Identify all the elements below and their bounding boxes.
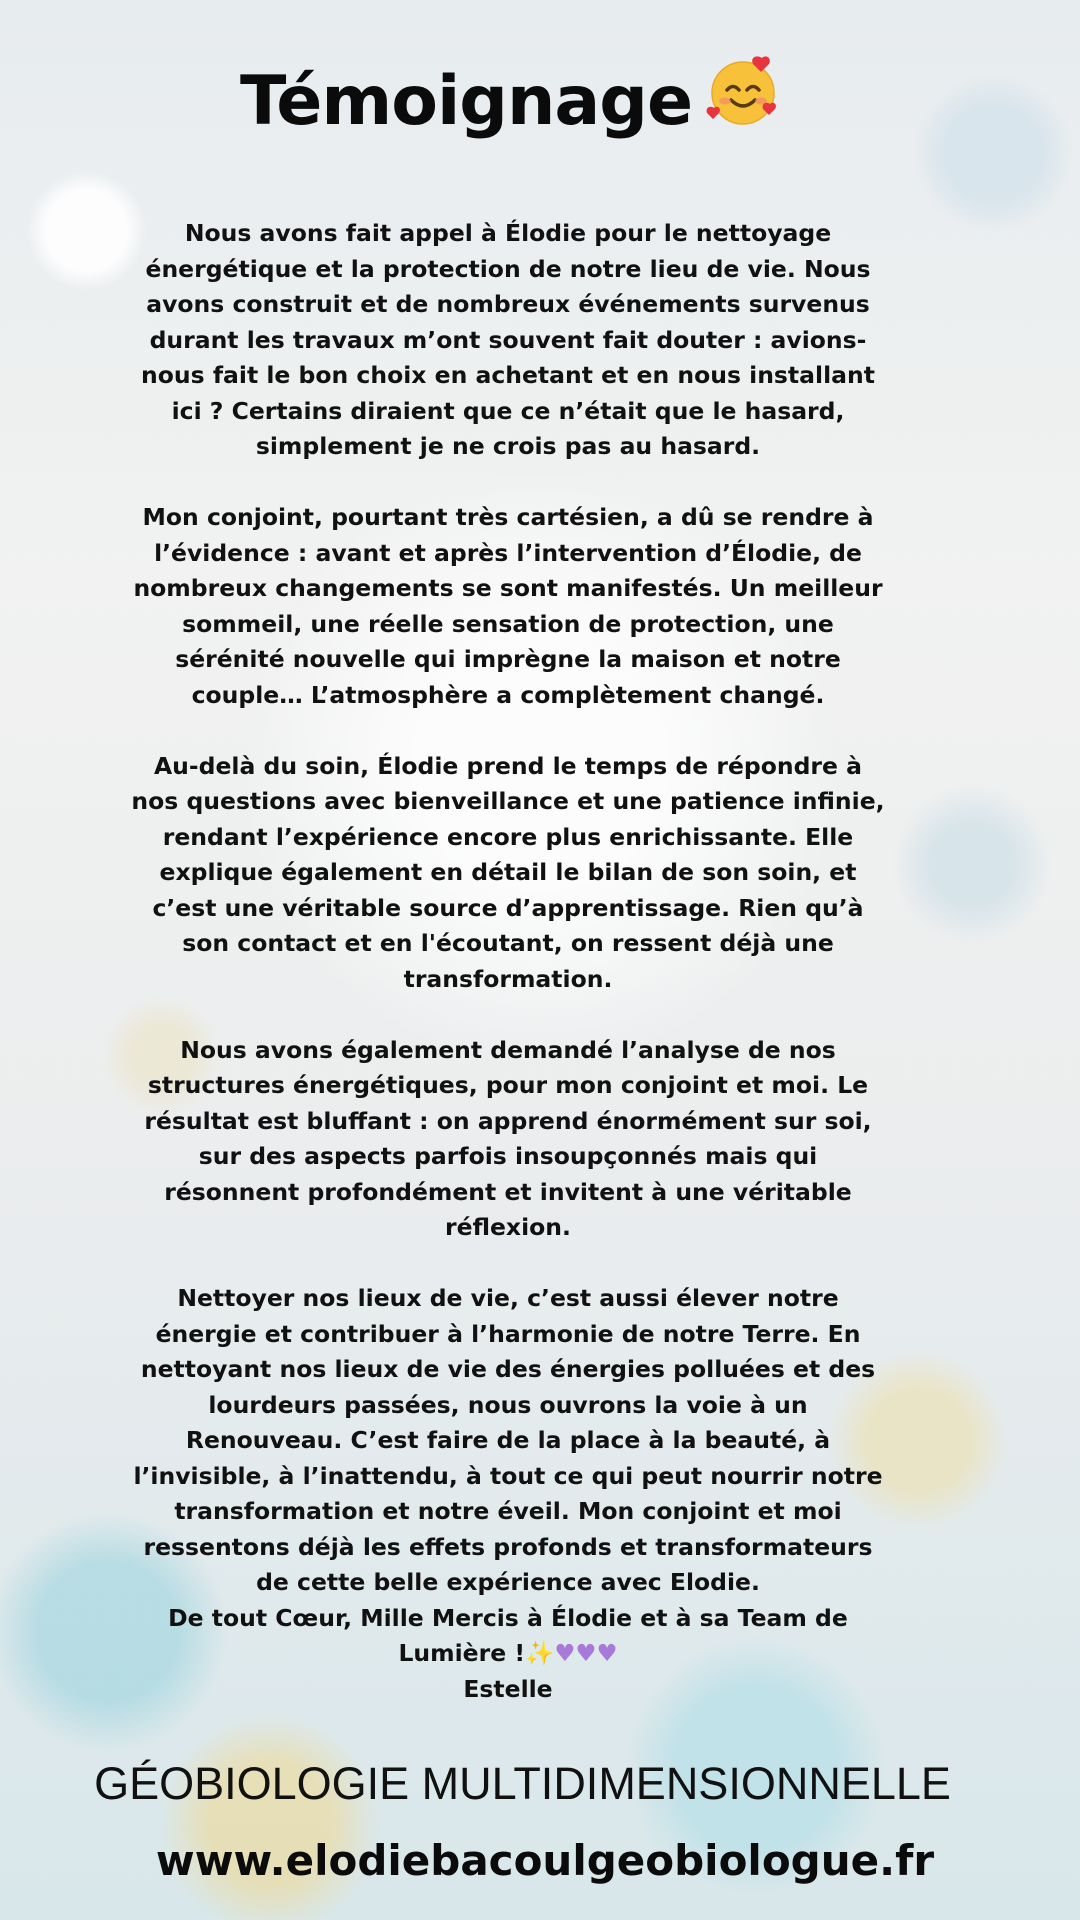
page-title-text: Témoignage	[239, 62, 693, 141]
purple-heart-icon: ♥	[596, 1639, 618, 1667]
sparkles-icon: ✨	[525, 1639, 555, 1667]
purple-heart-icon: ♥	[554, 1639, 576, 1667]
testimonial-paragraph: Nous avons également demandé l’analyse de nos structures énergétiques, pour mon conjoint et moi. Le résultat est bluffant : on apprend énormément sur soi, sur des aspects parfois insoupçonnés mais qui résonnent profondément et invitent à une véritable réflexion.	[144, 1035, 872, 1241]
closing-emojis	[525, 1639, 618, 1667]
purple-heart-icon: ♥	[575, 1639, 597, 1667]
testimonial-paragraph: Nous avons fait appel à Élodie pour le nettoyage énergétique et la protection de notre lieu de vie. Nous avons construit et de nombreux événements survenus durant les travaux m’ont souvent fait douter : avions-nous fait le bon choix en achetant et en nous installant ici ? Certains diraient que ce n’était que le hasard, simplement je ne crois pas au hasard.	[141, 219, 875, 460]
testimonial-paragraph: Au-delà du soin, Élodie prend le temps de répondre à nos questions avec bienveillance et une patience infinie, rendant l’expérience encore plus enrichissante. Elle explique également en détail le bilan de son soin, et c’est une véritable source d’apprentissage. Rien qu’à son contact et en l'écoutant, on ressent déjà une transformation.	[131, 751, 885, 993]
page-title	[0, 62, 1020, 145]
testimonial-body	[128, 216, 888, 1707]
testimonial-paragraph: Mon conjoint, pourtant très cartésien, a dû se rendre à l’évidence : avant et après l’intervention d’Élodie, de nombreux changements se sont manifestés. Un meilleur sommeil, une réelle sensation de protection, une sérénité nouvelle qui imprègne la maison et notre couple… L’atmosphère a complètement changé.	[133, 503, 883, 709]
testimonial-signature: Estelle	[463, 1674, 553, 1703]
smiling-face-with-hearts-icon	[706, 54, 780, 145]
closing-text: De tout Cœur, Mille Mercis à Élodie et à sa Team de Lumière !	[168, 1603, 848, 1667]
website-url: www.elodiebacoulgeobiologue.fr	[155, 1836, 935, 1885]
footer-title: GÉOBIOLOGIE MULTIDIMENSIONNELLE	[94, 1758, 951, 1809]
testimonial-paragraph: Nettoyer nos lieux de vie, c’est aussi élever notre énergie et contribuer à l’harmonie de notre Terre. En nettoyant nos lieux de vie des énergies polluées et des lourdeurs passées, nous ouvrons la voie à un Renouveau. C’est faire de la place à la beauté, à l’invisible, à l’inattendu, à tout ce qui peut nourrir notre transformation et notre éveil. Mon conjoint et moi ressentons déjà les effets profonds et transformateurs de cette belle expérience avec Elodie.	[133, 1284, 883, 1596]
testimonial-closing	[128, 1601, 888, 1672]
